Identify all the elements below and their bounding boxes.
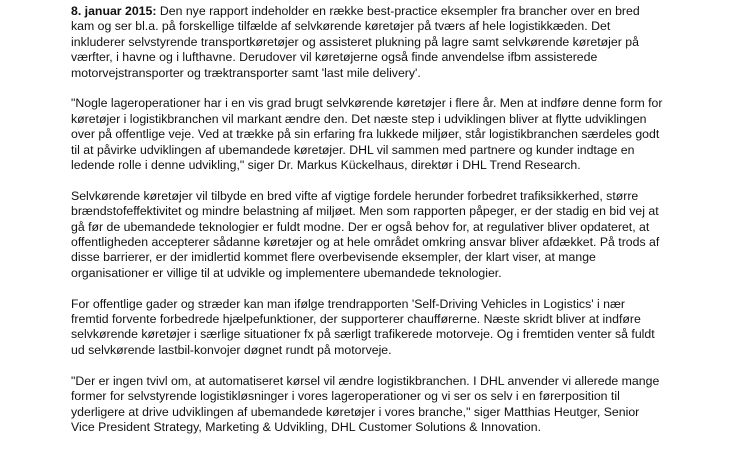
paragraph-line: selvkørende køretøjer i særlige situationer fx på særligt trafikerede motorveje. Og i fremtiden venter så fuldt (71, 327, 655, 342)
paragraph-line: "Der er ingen tvivl om, at automatiseret kørsel vil ændre logistikbranchen. I DHL anvender vi allerede mange (71, 373, 660, 388)
paragraph-line: organisationer er villige til at udvikle og implementere ubemandede teknologier. (71, 265, 502, 280)
paragraph-line: fremtid forvente forbedrede hjælpefunktioner, der supporterer chaufførerne. Næste skridt bliver at indføre (71, 312, 641, 327)
paragraph-line: former for selvstyrende logistikløsninger i vores lageroperationer og vi ser os selv i en førerposition til (71, 389, 620, 404)
public-roads-paragraph (71, 297, 671, 359)
paragraph-line: værfter, i havne og i lufthavne. Derudover vil køretøjerne også finde anvendelse ifbm assisterede (71, 50, 598, 65)
paragraph-line: For offentlige gader og stræder kan man ifølge trendrapporten 'Self-Driving Vehicles in Logistics' i nær (71, 296, 626, 311)
paragraph-line: "Nogle lageroperationer har i en vis grad brugt selvkørende køretøjer i flere år. Men at indføre denne form for (71, 96, 663, 111)
paragraph-line: til at påvirke udviklingen af ubemandede køretøjer. DHL vil sammen med partnere og kunder indtage en (71, 142, 635, 157)
press-release-body (71, 4, 671, 451)
quote-heutger-paragraph (71, 374, 671, 436)
paragraph-line: Selvkørende køretøjer vil tilbyde en bred vifte af vigtige fordele herunder forbedret trafiksikkerhed, større (71, 188, 639, 203)
paragraph-line: ud selvkørende lastbil-konvojer døgnet rundt på motorveje. (71, 342, 392, 357)
paragraph-line: motorvejstransporter og træktransporter samt 'last mile delivery'. (71, 65, 421, 80)
paragraph-line: Vice President Strategy, Marketing & Udvikling, DHL Customer Solutions & Innovation. (71, 419, 542, 434)
paragraph-line: offentligheden accepterer sådanne køretøjer og at hele området omkring ansvar bliver afdækket. På trods af (71, 235, 660, 250)
intro-paragraph (71, 4, 671, 81)
paragraph-line (71, 4, 671, 19)
quote-kuckelhaus-paragraph (71, 96, 671, 173)
benefits-paragraph (71, 189, 671, 281)
paragraph-line: yderligere at drive udviklingen af ubemandede køretøjer i vores branche," siger Matthias Heutger, Senior (71, 404, 640, 419)
paragraph-line: kam og ser bl.a. på forskellige tilfælde af selvkørende køretøjer på tværs af hele logistikkæden. Det (71, 19, 611, 34)
paragraph-line: over på offentlige veje. Ved at trække på sin erfaring fra lukkede miljøer, står logistikbranchen særdeles godt (71, 127, 660, 142)
paragraph-line: disse barrierer, er der imidlertid kommet flere overbevisende eksempler, der klart viser, at mange (71, 250, 596, 265)
paragraph-line: brændstofeffektivitet og mindre belastning af miljøet. Men som rapporten påpeger, er der stadig en bid vej at (71, 204, 659, 219)
paragraph-line: gå før de ubemandede teknologier er fuldt modne. Der er også behov for, at regulativer bliver opdateret, at (71, 219, 650, 234)
paragraph-text: Den nye rapport indeholder en række best-practice eksempler fra brancher over en bred (156, 4, 640, 18)
paragraph-line: køretøjer i logistikbranchen vil markant ændre den. Det næste step i udviklingen bliver at flytte udviklingen (71, 111, 647, 126)
paragraph-line: ledende rolle i denne udvikling," siger Dr. Markus Kückelhaus, direktør i DHL Trend Research. (71, 158, 581, 173)
paragraph-line: inkluderer selvstyrende transportkøretøjer og assisteret plukning på lagre samt selvkørende køretøjer på (71, 34, 639, 49)
release-date: 8. januar 2015: (71, 4, 157, 18)
